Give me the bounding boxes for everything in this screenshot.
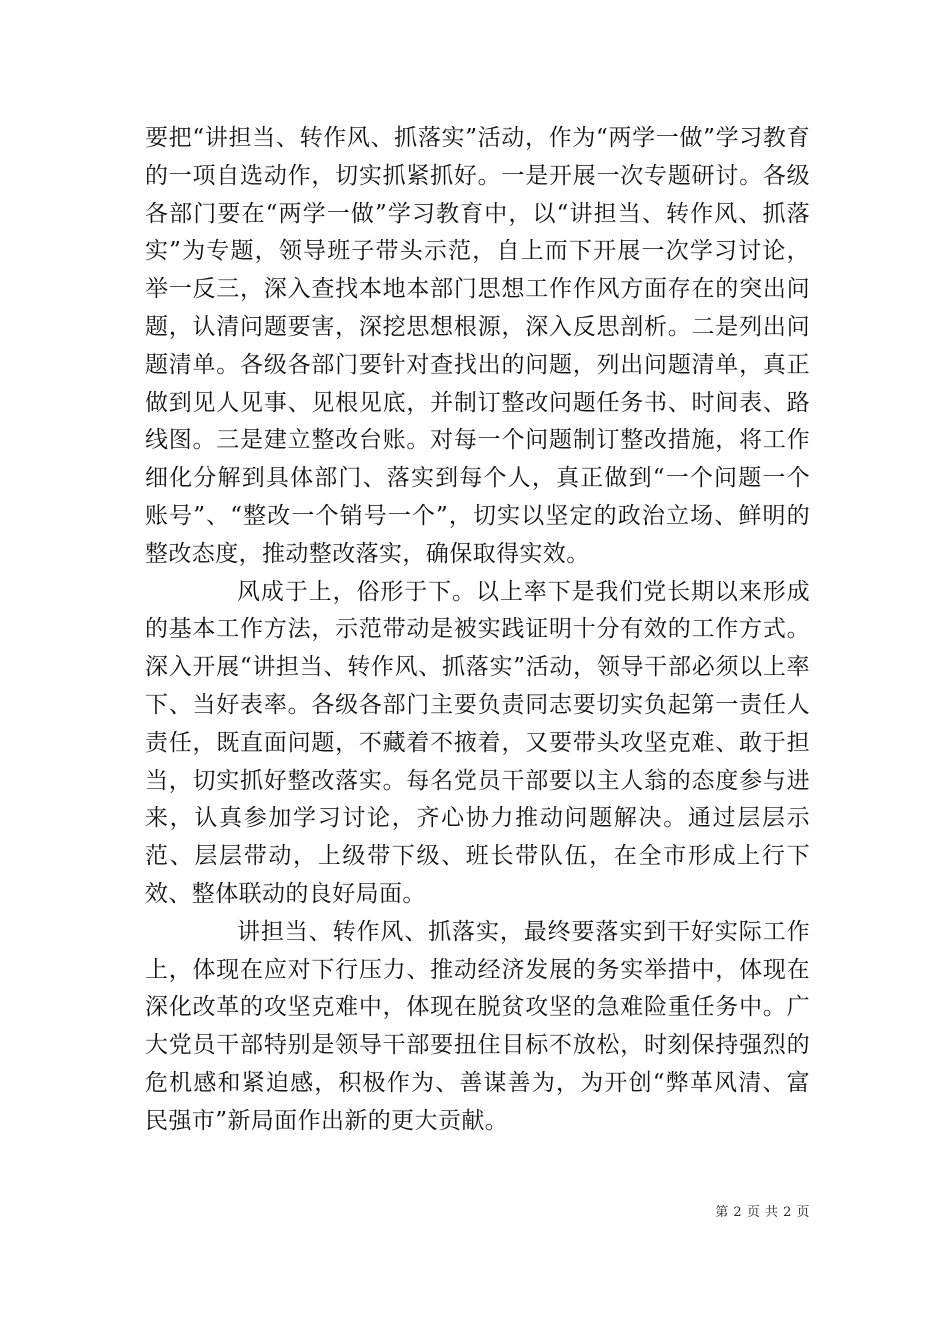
document-body — [145, 120, 810, 1141]
page-number-footer: 第 2 页 共 2 页 — [715, 1205, 810, 1220]
paragraph-1: 要把“讲担当、转作风、抓落实”活动，作为“两学一做”学习教育的一项自选动作，切实抓紧抓好。一是开展一次专题研讨。各级各部门要在“两学一做”学习教育中，以“讲担当、转作风、抓落实”为专题，领导班子带头示范，自上而下开展一次学习讨论，举一反三，深入查找本地本部门思想工作作风方面存在的突出问题，认清问题要害，深挖思想根源，深入反思剖析。二是列出问题清单。各级各部门要针对查找出的问题，列出问题清单，真正做到见人见事、见根见底，并制订整改问题任务书、时间表、路线图。三是建立整改台账。对每一个问题制订整改措施，将工作细化分解到具体部门、落实到每个人，真正做到“一个问题一个账号”、“整改一个销号一个”，切实以坚定的政治立场、鲜明的整改态度，推动整改落实，确保取得实效。 — [145, 125, 810, 567]
paragraph-2: 风成于上，俗形于下。以上率下是我们党长期以来形成的基本工作方法，示范带动是被实践证明十分有效的工作方式。深入开展“讲担当、转作风、抓落实”活动，领导干部必须以上率下、当好表率。各级各部门主要负责同志要切实负起第一责任人责任，既直面问题，不藏着不掖着，又要带头攻坚克难、敢于担当，切实抓好整改落实。每名党员干部要以主人翁的态度参与进来，认真参加学习讨论，齐心协力推动问题解决。通过层层示范、层层带动，上级带下级、班长带队伍，在全市形成上行下效、整体联动的良好局面。 — [145, 578, 810, 907]
paragraph-3: 讲担当、转作风、抓落实，最终要落实到干好实际工作上，体现在应对下行压力、推动经济发展的务实举措中，体现在深化改革的攻坚克难中，体现在脱贫攻坚的急难险重任务中。广大党员干部特别是领导干部要扭住目标不放松，时刻保持强烈的危机感和紧迫感，积极作为、善谋善为，为开创“弊革风清、富民强市”新局面作出新的更大贡献。 — [145, 918, 810, 1134]
